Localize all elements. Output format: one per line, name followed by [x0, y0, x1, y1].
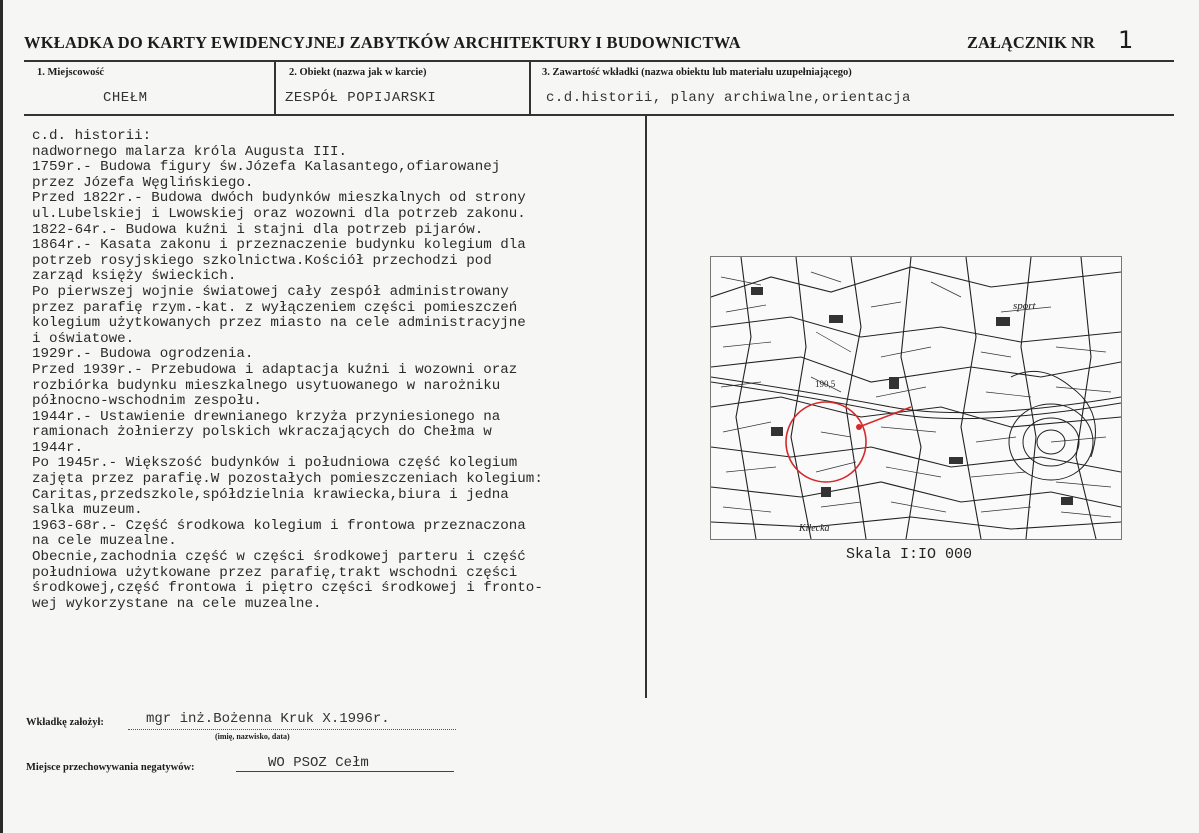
- map-label: Kilecka: [799, 523, 830, 534]
- history-line: Obecnie,zachodnia część w części środkowej parteru i część: [32, 549, 526, 566]
- map-label: 190,5: [815, 379, 836, 389]
- annex-label: ZAŁĄCZNIK NR: [967, 33, 1095, 52]
- orientation-map: [710, 256, 1122, 540]
- author-value: mgr inż.Bożenna Kruk X.1996r.: [146, 711, 390, 727]
- object-value: ZESPÓŁ POPIJARSKI: [285, 90, 437, 106]
- history-line: ul.Lubelskiej i Lwowskiej oraz wozowni dla potrzeb zakonu.: [32, 205, 526, 222]
- history-line: środkowej,część frontowa i piętro części środkowej i fronto-: [32, 580, 543, 597]
- history-line: 1759r.- Budowa figury św.Józefa Kalasantego,ofiarowanej: [32, 159, 501, 176]
- card-edge: [0, 0, 3, 833]
- content-label: 3. Zawartość wkładki (nazwa obiektu lub materiału uzupełniającego): [542, 67, 852, 78]
- header-rule-bottom: [24, 114, 1174, 116]
- body-divider: [645, 115, 647, 698]
- history-line: Caritas,przedszkole,spółdzielnia krawiecka,biura i jedna: [32, 486, 509, 503]
- history-line: 1822-64r.- Budowa kuźni i stajni dla potrzeb pijarów.: [32, 221, 484, 238]
- map-label: sport: [1013, 300, 1036, 312]
- history-line: południowa użytkowane przez parafię,trakt wschodni części: [32, 564, 518, 581]
- history-line: i oświatowe.: [32, 330, 135, 347]
- history-line: Przed 1939r.- Przebudowa i adaptacja kuźni i wozowni oraz: [32, 361, 518, 378]
- storage-label: Miejsce przechowywania negatywów:: [26, 762, 195, 773]
- history-line: północno-wschodnim zespołu.: [32, 393, 262, 410]
- map-scale: Skala I:IO 000: [846, 546, 973, 563]
- history-line: wej wykorzystane na cele muzealne.: [32, 595, 322, 612]
- location-marker: [856, 424, 862, 430]
- history-line: zarząd księży świeckich.: [32, 268, 237, 285]
- history-line: zajęta przez parafię.W pozostałych pomieszczeniach kolegium:: [32, 471, 543, 488]
- history-line: Przed 1822r.- Budowa dwóch budynków mieszkalnych od strony: [32, 190, 526, 207]
- history-line: na cele muzealne.: [32, 533, 177, 550]
- author-line: [128, 729, 456, 730]
- history-line: salka muzeum.: [32, 502, 143, 519]
- history-line: Po 1945r.- Większość budynków i południowa część kolegium: [32, 455, 518, 472]
- storage-line: [236, 771, 454, 772]
- object-label: 2. Obiekt (nazwa jak w karcie): [289, 67, 427, 78]
- history-line: c.d. historii:: [32, 128, 152, 144]
- history-line: przez Józefa Węglińskiego.: [32, 174, 254, 191]
- author-label: Wkładkę założył:: [26, 717, 104, 728]
- history-line: 1963-68r.- Część środkowa kolegium i frontowa przeznaczona: [32, 517, 526, 534]
- history-line: 1929r.- Budowa ogrodzenia.: [32, 346, 254, 363]
- history-text: [32, 129, 642, 612]
- field-divider-2: [529, 61, 531, 114]
- content-value: c.d.historii, plany archiwalne,orientacja: [546, 90, 911, 106]
- card-title: WKŁADKA DO KARTY EWIDENCYJNEJ ZABYTKÓW ARCHITEKTURY I BUDOWNICTWA: [24, 33, 741, 52]
- author-sublabel: (imię, nazwisko, data): [215, 732, 290, 741]
- history-line: przez parafię rzym.-kat. z wyłączeniem części pomieszczeń: [32, 299, 518, 316]
- history-line: rozbiórka budynku mieszkalnego usytuowanego w narożniku: [32, 377, 501, 394]
- field-divider-1: [274, 61, 276, 114]
- map-drawing: [711, 257, 1121, 539]
- annex-number: 1: [1118, 26, 1134, 54]
- history-line: 1944r.- Ustawienie drewnianego krzyża przyniesionego na: [32, 408, 501, 425]
- history-line: 1944r.: [32, 439, 84, 456]
- history-line: ramionach żołnierzy polskich wkraczających do Chełma w: [32, 424, 492, 441]
- history-line: Po pierwszej wojnie światowej cały zespół administrowany: [32, 283, 509, 300]
- history-line: 1864r.- Kasata zakonu i przeznaczenie budynku kolegium dla: [32, 237, 526, 254]
- storage-value: WO PSOZ Cełm: [268, 755, 369, 771]
- history-line: potrzeb rosyjskiego szkolnictwa.Kościół przechodzi pod: [32, 252, 492, 269]
- place-label: 1. Miejscowość: [37, 67, 105, 78]
- history-line: nadwornego malarza króla Augusta III.: [32, 143, 348, 160]
- history-line: kolegium użytkowanych przez miasto na cele administracyjne: [32, 315, 526, 332]
- place-value: CHEŁM: [103, 90, 148, 106]
- header-rule-top: [24, 60, 1174, 62]
